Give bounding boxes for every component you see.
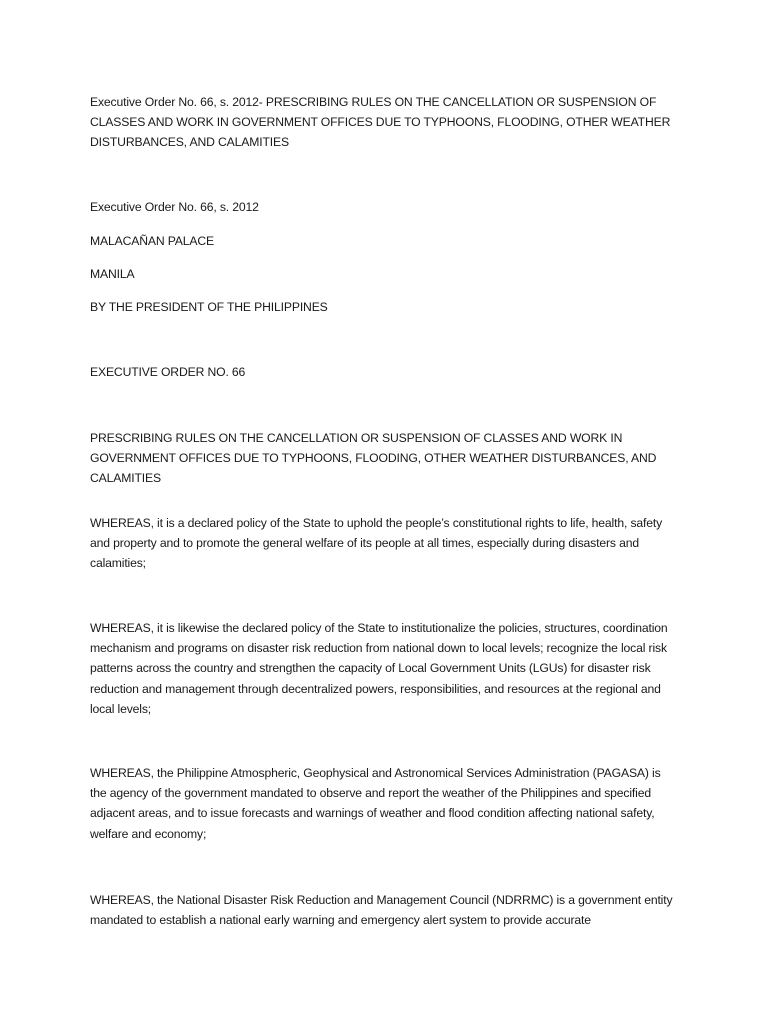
whereas-clause-2: WHEREAS, it is likewise the declared policy of the State to institutionalize the policies, structures, coordination mechanism and programs on disaster risk reduction from national down to local levels; recognize the local risk patterns across the country and strengthen the capacity of Local Government Units (LGUs) for disaster risk reduction and management through decentralized powers, responsibilities, and resources at the regional and local levels; [90, 621, 668, 716]
whereas-clause-4: WHEREAS, the National Disaster Risk Reduction and Management Council (NDRRMC) is a government entity mandated to establish a national early warning and emergency alert system to provide accurate [90, 893, 673, 928]
order-number-heading: EXECUTIVE ORDER NO. 66 [90, 365, 246, 379]
whereas-clause-3: WHEREAS, the Philippine Atmospheric, Geophysical and Astronomical Services Administration (PAGASA) is the agency of the government mandated to observe and report the weather of the Philippines and specified adjacent areas, and to issue forecasts and warnings of weather and flood condition affecting national safety, welfare and economy; [90, 766, 661, 841]
whereas-clause-1: WHEREAS, it is a declared policy of the State to uphold the people’s constitutional rights to life, health, safety and property and to promote the general welfare of its people at all times, especially during disasters and calamities; [90, 516, 663, 571]
issuing-city: MANILA [90, 267, 135, 281]
order-reference: Executive Order No. 66, s. 2012 [90, 200, 259, 214]
by-line: BY THE PRESIDENT OF THE PHILIPPINES [90, 300, 328, 314]
document-title: Executive Order No. 66, s. 2012- PRESCRIBING RULES ON THE CANCELLATION OR SUSPENSION OF CLASSES AND WORK IN GOVERNMENT OFFICES DUE TO TYPHOONS, FLOODING, OTHER WEATHER DISTURBANCES, AND CALAMITIES [90, 95, 671, 150]
issuing-place: MALACAÑAN PALACE [90, 234, 215, 248]
order-subject: PRESCRIBING RULES ON THE CANCELLATION OR SUSPENSION OF CLASSES AND WORK IN GOVERNMENT OFFICES DUE TO TYPHOONS, FLOODING, OTHER WEATHER DISTURBANCES, AND CALAMITIES [90, 431, 657, 486]
